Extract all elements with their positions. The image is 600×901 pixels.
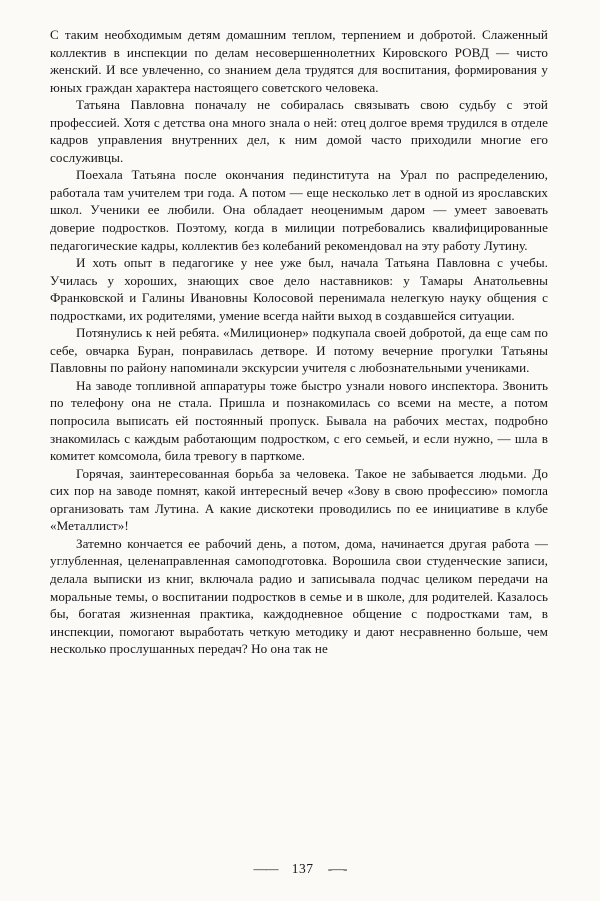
footer-rule-left: —— [253, 861, 278, 876]
paragraph: Татьяна Павловна поначалу не собиралась связывать свою судьбу с этой профессией. Хотя с детства она много знала о ней: отец долгое время трудился в отделе кадров управления внутренних дел, к ним домой часто приходили многие его сослуживцы. [50, 97, 548, 165]
paragraph: Потянулись к ней ребята. «Милиционер» подкупала своей добротой, да еще сам по себе, овчарка Буран, понравилась детворе. И потому вечерние прогулки Татьяны Павловны по району напоминали экскурсии учителя с любознательными учениками. [50, 325, 548, 376]
paragraph: Горячая, заинтересованная борьба за человека. Такое не забывается людьми. До сих пор на заводе помнят, какой интересный вечер «Зову в свою профессию» помогла организовать там Лутина. А какие дискотеки проводились по ее инициативе в клубе «Металлист»! [50, 465, 548, 534]
page-body-text [50, 26, 548, 658]
paragraph: На заводе топливной аппаратуры тоже быстро узнали нового инспектора. Звонить по телефону она не стала. Пришла и познакомилась со всеми на месте, а потом попросила выписать ей постоянный пропуск. Бывала на рабочих местах, подробно знакомилась с каждым работающим подростком, с его семьей, и если нужно, — шла в комитет комсомола, била тревогу в парткоме. [50, 377, 548, 464]
footer-rule-right: -—- [327, 861, 347, 876]
paragraph: И хоть опыт в педагогике у нее уже был, начала Татьяна Павловна с учебы. Училась у хороших, знающих свое дело наставников: у Тамары Анатольевны Франковской и Галины Ивановны Колосовой перенимала нелегкую науку общения с подростками, их родителями, умение всегда найти выход в создавшейся ситуации. [50, 255, 548, 323]
paragraph: Поехала Татьяна после окончания пединститута на Урал по распределению, работала там учителем три года. А потом — еще несколько лет в одной из ярославских школ. Ученики ее любили. Она обладает неоценимым даром — умеет завоевать доверие подростков. Поэтому, когда в милиции потребовались квалифицированные педагогические кадры, коллектив без колебаний рекомендовал на эту работу Лутину. [50, 167, 548, 253]
paragraph: Затемно кончается ее рабочий день, а потом, дома, начинается другая работа — углубленная, целенаправленная самоподготовка. Ворошила свои студенческие записи, делала выписки из книг, включала радио и записывала подчас целиком передачи на моральные темы, о воспитании подростков в семье и в школе, для родителей. Казалось бы, богатая жизненная практика, каждодневное общение с подростками там, в инспекции, помогают выработать четкую методику и дают несравненно больше, чем несколько прослушанных передач? Но она так не [50, 535, 548, 657]
paragraph: С таким необходимым детям домашним теплом, терпением и добротой. Слаженный коллектив в инспекции по делам несовершеннолетних Кировского РОВД — чисто женский. И все увлеченно, со знанием дела трудятся для воспитания, формирования у юных граждан характера настоящего советского человека. [50, 27, 548, 95]
page-footer [0, 860, 600, 877]
page-number: 137 [291, 861, 314, 876]
